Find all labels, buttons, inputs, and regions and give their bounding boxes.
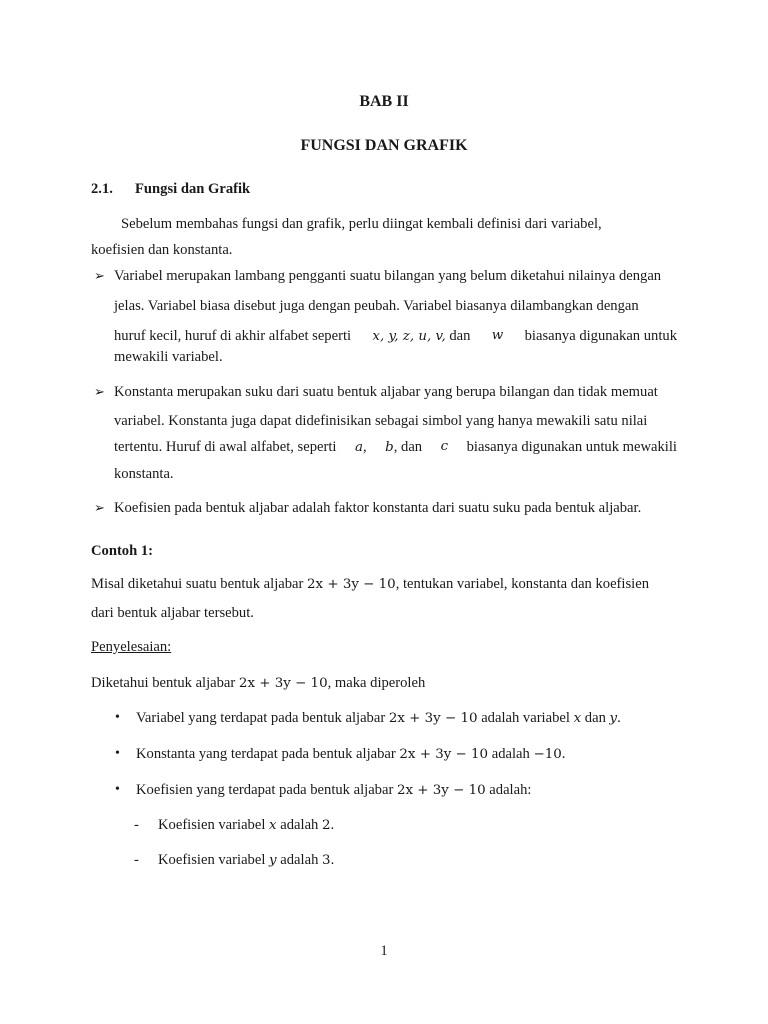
expression: 2x + 3y − 10 [396, 783, 486, 798]
example-heading: Contoh 1: [91, 543, 154, 559]
expression: 2x + 3y − 10 [238, 676, 328, 691]
konstanta-line-3: tertentu. Huruf di awal alfabet, seperti a, b, dan c biasanya digunakan untuk mewakili [114, 439, 677, 455]
koefisien-line-1: Koefisien pada bentuk aljabar adalah faktor konstanta dari suatu suku pada bentuk aljabar. [114, 500, 642, 516]
arrow-bullet-icon: ➢ [94, 384, 105, 399]
dash-marker: - [134, 852, 139, 868]
page-number: 1 [380, 943, 388, 959]
variabel-line-4: mewakili variabel. [114, 349, 223, 365]
solution-label: Penyelesaian: [91, 639, 172, 655]
bullet-icon: • [115, 710, 120, 725]
given-line: Diketahui bentuk aljabar 2x + 3y − 10, maka diperoleh [91, 675, 426, 691]
constant-b: b [385, 440, 394, 455]
constant-a: a [354, 440, 363, 455]
variable-w: w [491, 328, 504, 343]
variabel-line-2: jelas. Variabel biasa disebut juga dengan peubah. Variabel biasanya dilambangkan dengan [114, 298, 639, 314]
question-line-2: dari bentuk aljabar tersebut. [91, 605, 254, 621]
intro-line-1 [121, 216, 677, 233]
expression: 2x + 3y − 10 [388, 711, 478, 726]
question-line-1: Misal diketahui suatu bentuk aljabar 2x + 3y − 10, tentukan variabel, konstanta dan koefisien [91, 576, 649, 592]
bullet-konstanta: Konstanta yang terdapat pada bentuk aljabar 2x + 3y − 10 adalah −10. [136, 746, 566, 762]
expression: 2x + 3y − 10 [399, 747, 489, 762]
sub-koefisien-x: Koefisien variabel x adalah 2. [158, 817, 335, 833]
chapter-title: FUNGSI DAN GRAFIK [300, 137, 468, 154]
konstanta-line-1: Konstanta merupakan suku dari suatu bentuk aljabar yang berupa bilangan dan tidak memuat [114, 384, 658, 400]
variables-list: x, y, z, u, v, [372, 329, 446, 344]
variabel-text: huruf kecil, huruf di akhir alfabet seperti [114, 328, 352, 344]
bullet-koefisien: Koefisien yang terdapat pada bentuk aljabar 2x + 3y − 10 adalah: [136, 782, 532, 798]
intro-line-2: koefisien dan konstanta. [91, 242, 233, 258]
section-title: Fungsi dan Grafik [135, 181, 251, 197]
sub-koefisien-y: Koefisien variabel y adalah 3. [158, 852, 335, 868]
arrow-bullet-icon: ➢ [94, 500, 105, 515]
constant-c: c [440, 439, 449, 454]
dash-marker: - [134, 817, 139, 833]
variabel-line-3: huruf kecil, huruf di akhir alfabet seperti x, y, z, u, v, dan w biasanya digunakan untuk [114, 328, 677, 344]
variabel-line-1: Variabel merupakan lambang pengganti suatu bilangan yang belum diketahui nilainya dengan [114, 268, 662, 284]
variabel-text-end: biasanya digunakan untuk [524, 328, 677, 344]
chapter-heading: BAB II [359, 93, 409, 110]
konstanta-line-4: konstanta. [114, 466, 174, 482]
arrow-bullet-icon: ➢ [94, 268, 105, 283]
bullet-icon: • [115, 746, 120, 761]
section-number: 2.1. [91, 181, 113, 197]
bullet-icon: • [115, 782, 120, 797]
intro-text-1: Sebelum membahas fungsi dan grafik, perlu diingat kembali definisi dari variabel, [121, 216, 602, 232]
konstanta-line-2: variabel. Konstanta juga dapat didefinisikan sebagai simbol yang hanya mewakili satu nilai [114, 413, 648, 429]
bullet-variabel: Variabel yang terdapat pada bentuk aljabar 2x + 3y − 10 adalah variabel x dan y. [136, 710, 621, 726]
expression: 2x + 3y − 10 [307, 577, 396, 592]
